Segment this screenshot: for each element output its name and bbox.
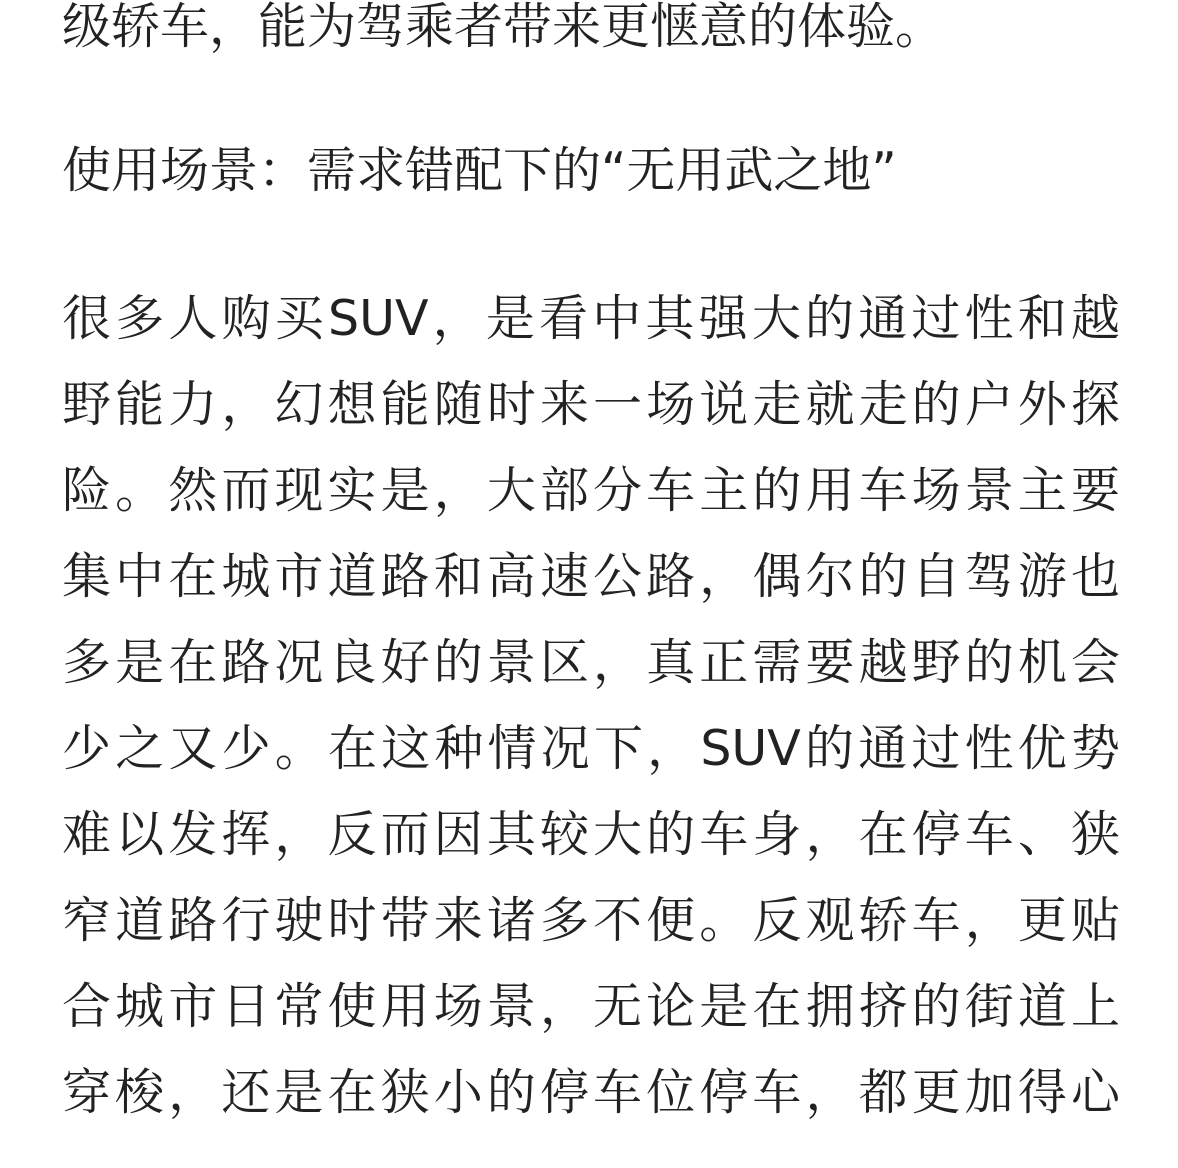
body-line: 野能力，幻想能随时来一场说走就走的户外探 xyxy=(62,376,1120,433)
body-line: 窄道路行驶时带来诸多不便。反观轿车，更贴 xyxy=(62,892,1120,949)
body-line: 合城市日常使用场景，无论是在拥挤的街道上 xyxy=(62,978,1120,1035)
body-line: 很多人购买SUV，是看中其强大的通过性和越 xyxy=(62,290,1120,347)
body-line: 穿梭，还是在狭小的停车位停车，都更加得心 xyxy=(62,1064,1120,1121)
body-line: 难以发挥，反而因其较大的车身，在停车、狭 xyxy=(62,806,1120,863)
body-line: 险。然而现实是，大部分车主的用车场景主要 xyxy=(62,462,1120,519)
body-line: 少之又少。在这种情况下，SUV的通过性优势 xyxy=(62,720,1120,777)
body-line: 多是在路况良好的景区，真正需要越野的机会 xyxy=(62,634,1120,691)
body-paragraph xyxy=(62,276,1120,1136)
section-heading: 使用场景：需求错配下的“无用武之地” xyxy=(62,142,897,199)
intro-paragraph-tail: 级轿车，能为驾乘者带来更惬意的体验。 xyxy=(62,0,945,55)
body-line: 集中在城市道路和高速公路，偶尔的自驾游也 xyxy=(62,548,1120,605)
